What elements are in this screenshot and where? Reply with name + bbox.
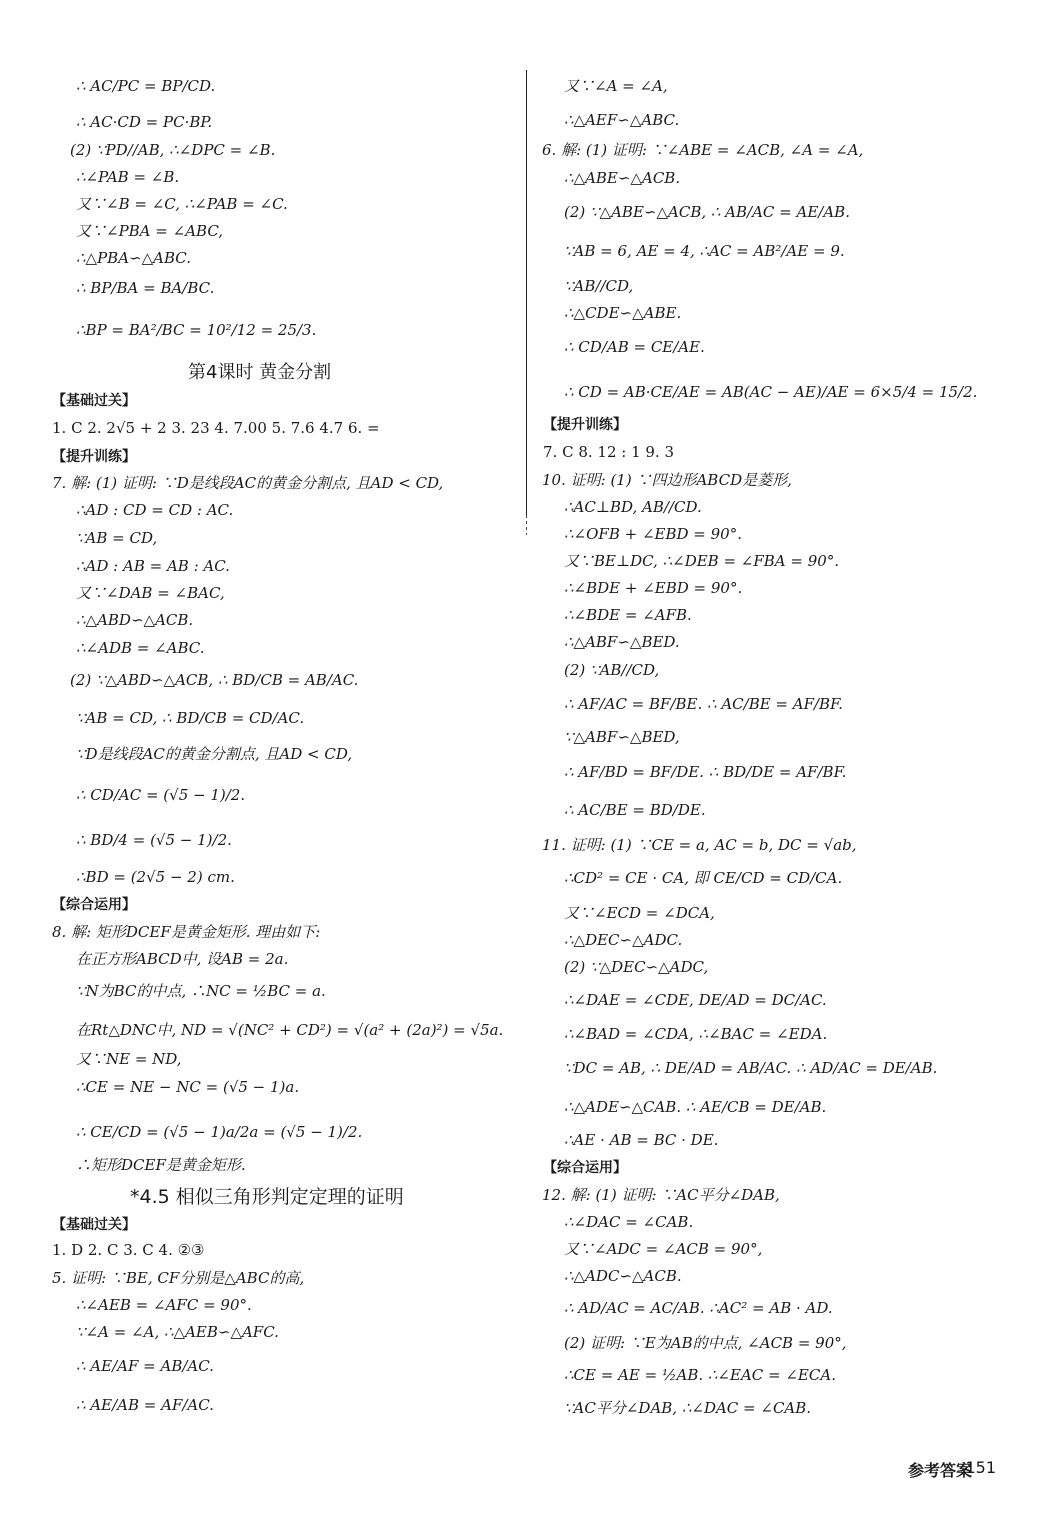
left_column_2-line: ∴AD : AB = AB : AC.	[76, 557, 230, 575]
left_column_2-line: ∴AD : CD = CD : AC.	[76, 501, 234, 519]
left_column_3-line: ∵N为BC的中点, ∴NC = ½BC = a.	[76, 982, 326, 1000]
right_column_2-line: (2) ∵△DEC∽△ADC,	[564, 958, 709, 976]
tag-basic-4-5: 【基础过关】	[52, 1217, 136, 1233]
right_column-line: (2) ∵△ABE∽△ACB, ∴ AB/AC = AE/AB.	[564, 203, 850, 221]
right_column_2-line: ∴CD² = CE · CA, 即 CE/CD = CD/CA.	[564, 869, 843, 887]
right_column_2-line: ∴△DEC∽△ADC.	[564, 931, 683, 949]
section-title-4-5: *4.5 相似三角形判定定理的证明	[130, 1186, 404, 1208]
right_column_2-line: 又∵BE⊥DC, ∴∠DEB = ∠FBA = 90°.	[564, 552, 840, 570]
left_column-line: ∴ AC·CD = PC·BP.	[76, 113, 213, 131]
tag-comprehensive: 【综合运用】	[52, 897, 136, 913]
right_column_2-line: 11. 证明: (1) ∵CE = a, AC = b, DC = √ab,	[542, 836, 857, 854]
left_column_2-line: 7. 解: (1) 证明: ∵D是线段AC的黄金分割点, 且AD < CD,	[52, 474, 444, 492]
right_column_2-line: ∴∠DAE = ∠CDE, DE/AD = DC/AC.	[564, 991, 827, 1009]
left_column-line: ∴ AC/PC = BP/CD.	[76, 77, 216, 95]
right_column_2-line: ∴∠OFB + ∠EBD = 90°.	[564, 525, 742, 543]
left_column_4-line: ∴∠AEB = ∠AFC = 90°.	[76, 1296, 252, 1314]
answers-improve-right: 7. C 8. 12 : 1 9. 3	[543, 443, 675, 461]
left_column_2-line: ∵AB = CD,	[76, 529, 158, 547]
left_column_3-line: ∴矩形DCEF是黄金矩形.	[76, 1156, 246, 1174]
right_column_2-line: 又∵∠ECD = ∠DCA,	[564, 904, 715, 922]
right_column_3-line: 又∵∠ADC = ∠ACB = 90°,	[564, 1240, 763, 1258]
right_column-line: ∴△ABE∽△ACB.	[564, 169, 681, 187]
right_column_2-line: ∴∠BAD = ∠CDA, ∴∠BAC = ∠EDA.	[564, 1025, 828, 1043]
left_column-line: ∴BP = BA²/BC = 10²/12 = 25/3.	[76, 321, 317, 339]
tag-improve: 【提升训练】	[52, 449, 136, 465]
column-divider	[526, 70, 527, 515]
left_column_2-line: ∴ CD/AC = (√5 − 1)/2.	[76, 786, 246, 804]
left_column-line: ∴△PBA∽△ABC.	[76, 249, 191, 267]
page-number: 151	[965, 1458, 996, 1477]
left_column_3-line: 又∵NE = ND,	[76, 1050, 182, 1068]
left_column-line: 又∵∠PBA = ∠ABC,	[76, 222, 224, 240]
right_column_3-line: (2) 证明: ∵E为AB的中点, ∠ACB = 90°,	[564, 1334, 847, 1352]
left_column-line: (2) ∵PD//AB, ∴∠DPC = ∠B.	[70, 141, 276, 159]
left_column_2-line: ∵AB = CD, ∴ BD/CB = CD/AC.	[76, 709, 305, 727]
left_column_3-line: 8. 解: 矩形DCEF是黄金矩形. 理由如下:	[52, 923, 321, 941]
right_column_2-line: ∴△ADE∽△CAB. ∴ AE/CB = DE/AB.	[564, 1098, 827, 1116]
right_column-line: ∵AB = 6, AE = 4, ∴AC = AB²/AE = 9.	[564, 242, 845, 260]
right_column_2-line: ∴∠BDE + ∠EBD = 90°.	[564, 579, 743, 597]
left_column-line: 又∵∠B = ∠C, ∴∠PAB = ∠C.	[76, 195, 288, 213]
right_column_2-line: 10. 证明: (1) ∵四边形ABCD是菱形,	[542, 471, 792, 489]
left_column_3-line: ∴ CE/CD = (√5 − 1)a/2a = (√5 − 1)/2.	[76, 1123, 363, 1141]
left_column_2-line: ∴BD = (2√5 − 2) cm.	[76, 868, 235, 886]
left_column-line: ∴ BP/BA = BA/BC.	[76, 279, 215, 297]
right_column_2-line: ∴ AF/AC = BF/BE. ∴ AC/BE = AF/BF.	[564, 695, 843, 713]
right_column_3-line: ∴CE = AE = ½AB. ∴∠EAC = ∠ECA.	[564, 1366, 836, 1384]
answers-basic-4-5: 1. D 2. C 3. C 4. ②③	[52, 1241, 205, 1259]
left_column_2-line: (2) ∵△ABD∽△ACB, ∴ BD/CB = AB/AC.	[70, 671, 359, 689]
right_column_3-line: ∴∠DAC = ∠CAB.	[564, 1213, 694, 1231]
left_column-line: ∴∠PAB = ∠B.	[76, 168, 180, 186]
right_column-line: 6. 解: (1) 证明: ∵∠ABE = ∠ACB, ∠A = ∠A,	[542, 141, 864, 159]
right_column_3-line: 12. 解: (1) 证明: ∵AC平分∠DAB,	[542, 1186, 780, 1204]
footer-label: 参考答案	[907, 1461, 972, 1480]
left_column_4-line: ∴ AE/AF = AB/AC.	[76, 1357, 214, 1375]
right_column-line: ∴△AEF∽△ABC.	[564, 111, 680, 129]
left_column_3-line: 在正方形ABCD中, 设AB = 2a.	[76, 950, 289, 968]
right_column-line: ∴△CDE∽△ABE.	[564, 304, 682, 322]
right_column_2-line: ∴ AC/BE = BD/DE.	[564, 801, 706, 819]
right_column_3-line: ∵AC平分∠DAB, ∴∠DAC = ∠CAB.	[564, 1399, 812, 1417]
left_column_3-line: ∴CE = NE − NC = (√5 − 1)a.	[76, 1078, 300, 1096]
right_column_3-line: ∴ AD/AC = AC/AB. ∴AC² = AB · AD.	[564, 1299, 833, 1317]
left_column_2-line: 又∵∠DAB = ∠BAC,	[76, 584, 225, 602]
right_column_2-line: ∴△ABF∽△BED.	[564, 633, 680, 651]
left_column_2-line: ∴∠ADB = ∠ABC.	[76, 639, 205, 657]
right_column-line: ∴ CD/AB = CE/AE.	[564, 338, 705, 356]
left_column_2-line: ∴ BD/4 = (√5 − 1)/2.	[76, 831, 232, 849]
left_column_4-line: ∵∠A = ∠A, ∴△AEB∽△AFC.	[76, 1323, 279, 1341]
column-divider-dashed	[526, 515, 527, 535]
right_column_2-line: ∵△ABF∽△BED,	[564, 728, 680, 746]
left_column_2-line: ∴△ABD∽△ACB.	[76, 611, 194, 629]
section-title-golden-ratio: 第4课时 黄金分割	[188, 362, 332, 383]
right_column-line: ∵AB//CD,	[564, 277, 634, 295]
left_column_3-line: 在Rt△DNC中, ND = √(NC² + CD²) = √(a² + (2a)²) = √5a.	[76, 1021, 504, 1039]
right_column_2-line: ∴AC⊥BD, AB//CD.	[564, 498, 702, 516]
right_column_3-line: ∴△ADC∽△ACB.	[564, 1267, 682, 1285]
answers-basic-4-4: 1. C 2. 2√5 + 2 3. 23 4. 7.00 5. 7.6 4.7 6. =	[52, 419, 380, 437]
right_column-line: ∴ CD = AB·CE/AE = AB(AC − AE)/AE = 6×5/4 = 15/2.	[564, 383, 978, 401]
tag-improve-right: 【提升训练】	[543, 417, 627, 433]
left_column_4-line: 5. 证明: ∵BE, CF分别是△ABC的高,	[52, 1269, 305, 1287]
tag-basic: 【基础过关】	[52, 393, 136, 409]
right_column-line: 又∵∠A = ∠A,	[564, 77, 668, 95]
left_column_4-line: ∴ AE/AB = AF/AC.	[76, 1396, 214, 1414]
right_column_2-line: ∴AE · AB = BC · DE.	[564, 1131, 719, 1149]
tag-comprehensive-right: 【综合运用】	[543, 1160, 627, 1176]
right_column_2-line: (2) ∵AB//CD,	[564, 661, 660, 679]
right_column_2-line: ∴ AF/BD = BF/DE. ∴ BD/DE = AF/BF.	[564, 763, 847, 781]
right_column_2-line: ∵DC = AB, ∴ DE/AD = AB/AC. ∴ AD/AC = DE/AB.	[564, 1059, 938, 1077]
left_column_2-line: ∵D是线段AC的黄金分割点, 且AD < CD,	[76, 745, 353, 763]
right_column_2-line: ∴∠BDE = ∠AFB.	[564, 606, 692, 624]
